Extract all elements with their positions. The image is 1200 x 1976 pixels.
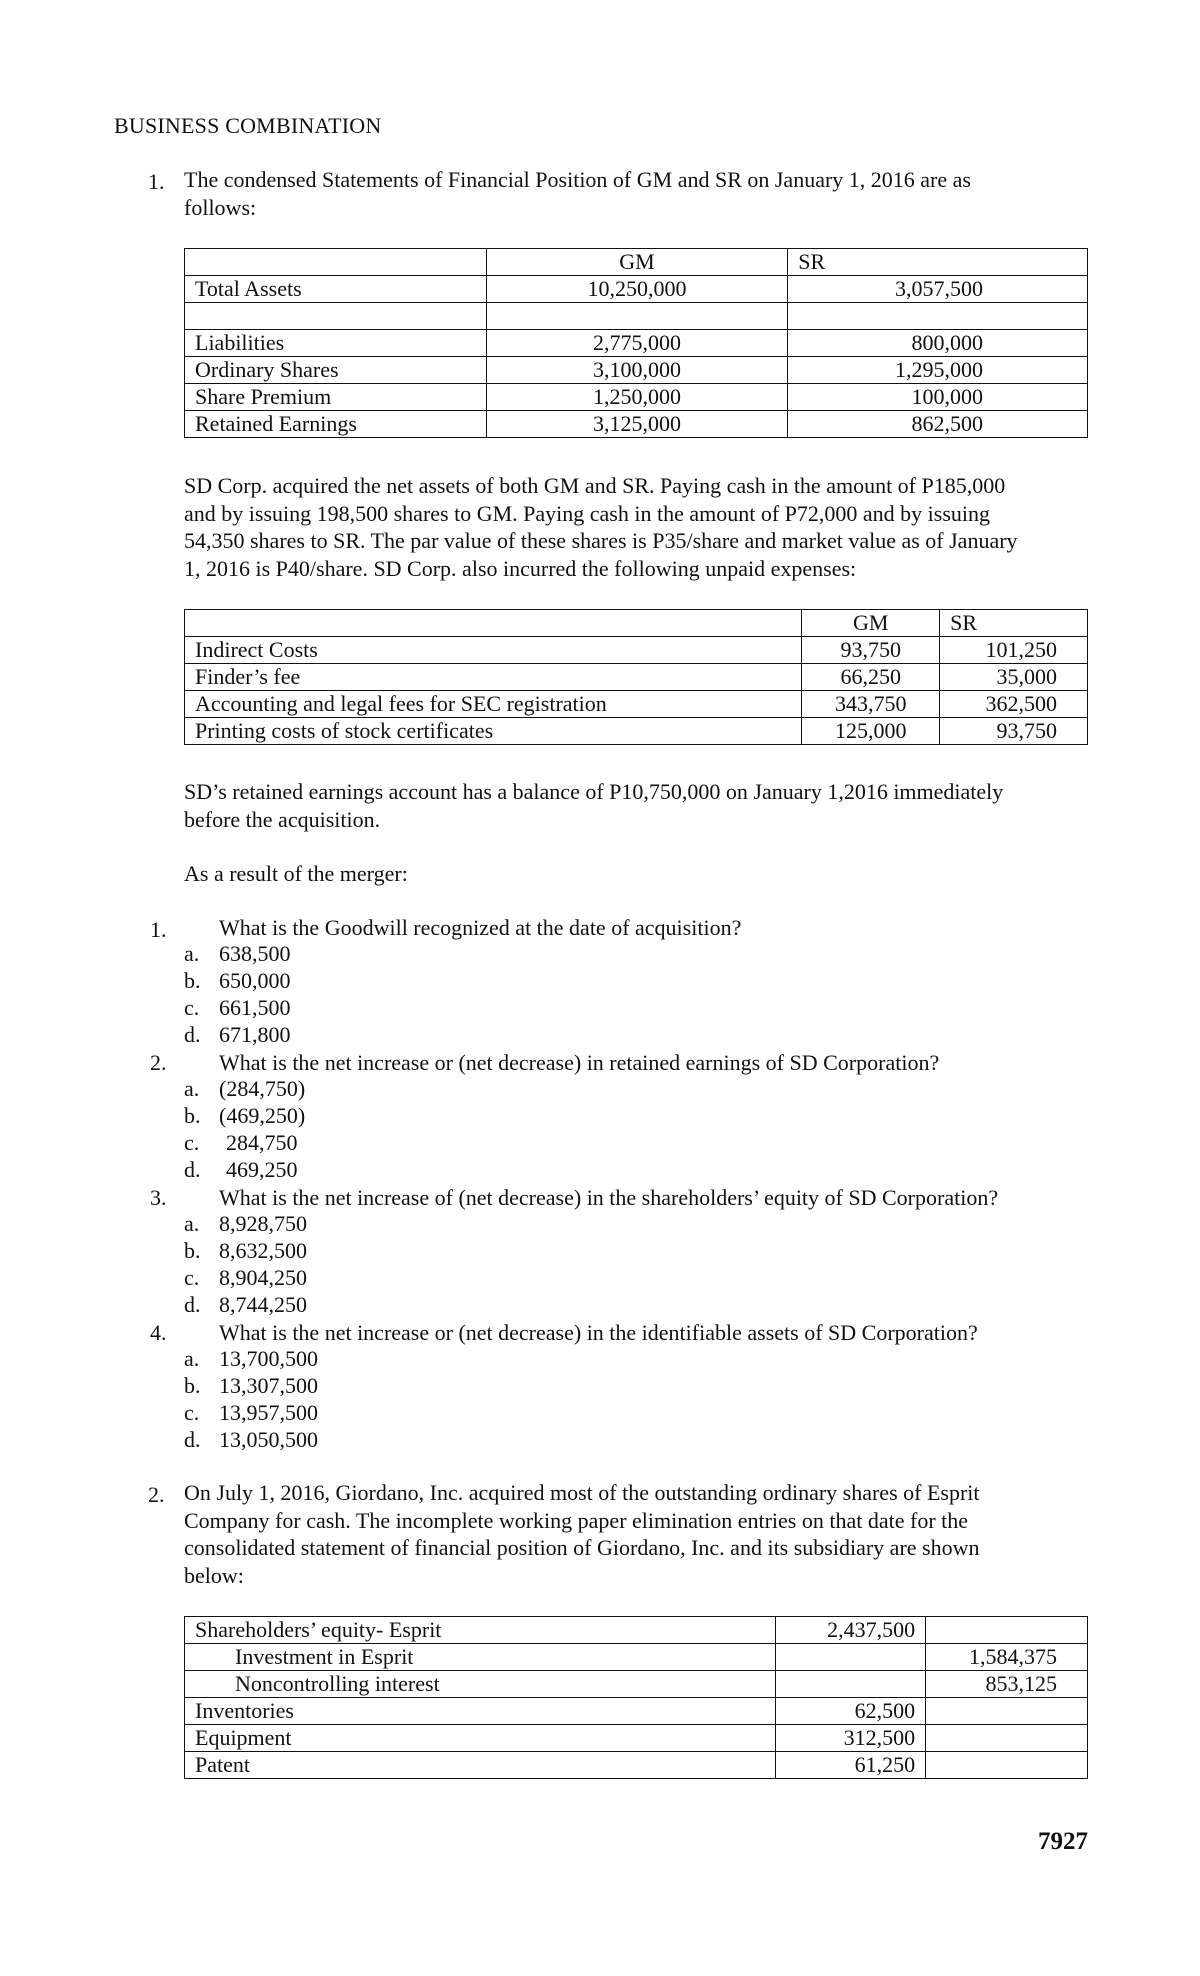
gm-value: 125,000 — [802, 718, 940, 745]
problem-1-merger-lead: As a result of the merger: — [184, 861, 408, 886]
question-text: What is the Goodwill recognized at the date of acquisition? — [219, 915, 742, 940]
para-line: and by issuing 198,500 shares to GM. Paying cash in the amount of P72,000 and by issuing — [184, 500, 991, 526]
table-header-row — [185, 610, 1088, 637]
problem-1-number: 1. — [148, 169, 165, 194]
para-line: 54,350 shares to SR. The par value of these shares is P35/share and market value as of January — [184, 528, 1018, 553]
problem-1-acquisition-paragraph — [184, 472, 1088, 582]
para-line: before the acquisition. — [184, 806, 381, 832]
gm-value: 3,100,000 — [486, 357, 788, 384]
table-row — [185, 1698, 1088, 1725]
option-value: 13,957,500 — [219, 1400, 318, 1425]
table-row — [185, 384, 1088, 411]
table-header-gm: GM — [486, 249, 788, 276]
option-value: (284,750) — [219, 1076, 306, 1101]
sr-value: 862,500 — [788, 411, 1088, 438]
para-line: Company for cash. The incomplete working paper elimination entries on that date for the — [184, 1507, 969, 1533]
table-header-sr: SR — [940, 610, 1088, 637]
table-row — [185, 357, 1088, 384]
row-label: Inventories — [185, 1698, 776, 1725]
sr-value: 101,250 — [940, 637, 1088, 664]
question-text: What is the net increase or (net decrease) in the identifiable assets of SD Corporation? — [219, 1320, 978, 1345]
table-unpaid-expenses — [184, 609, 1088, 745]
para-line: SD’s retained earnings account has a balance of P10,750,000 on January 1,2016 immediately — [184, 779, 1004, 804]
option-value: 8,904,250 — [219, 1265, 307, 1290]
table-row — [185, 718, 1088, 745]
table-blank-row — [185, 303, 1088, 330]
row-label: Noncontrolling interest — [185, 1671, 776, 1698]
option-value: 671,800 — [219, 1022, 291, 1047]
option-value: 8,744,250 — [219, 1292, 307, 1317]
table-row — [185, 637, 1088, 664]
table-statement-of-financial-position — [184, 248, 1088, 438]
table-elimination-entries — [184, 1616, 1088, 1779]
sr-value: 35,000 — [940, 664, 1088, 691]
document-title: BUSINESS COMBINATION — [114, 113, 382, 138]
sr-value: 362,500 — [940, 691, 1088, 718]
row-label: Printing costs of stock certificates — [185, 718, 802, 745]
option-letter: c. — [184, 1130, 200, 1155]
table-row — [185, 691, 1088, 718]
option-letter: c. — [184, 1400, 200, 1425]
sr-value: 800,000 — [788, 330, 1088, 357]
option-letter: d. — [184, 1427, 201, 1452]
row-label: Investment in Esprit — [185, 1644, 776, 1671]
question-text: What is the net increase or (net decrease) in retained earnings of SD Corporation? — [219, 1050, 940, 1075]
credit-value — [926, 1752, 1088, 1779]
option-value: 13,307,500 — [219, 1373, 318, 1398]
table-header-row — [185, 249, 1088, 276]
credit-value: 1,584,375 — [926, 1644, 1088, 1671]
row-label: Ordinary Shares — [185, 357, 487, 384]
row-label: Total Assets — [185, 276, 487, 303]
gm-value: 1,250,000 — [486, 384, 788, 411]
row-label: Patent — [185, 1752, 776, 1779]
problem-1-intro — [184, 166, 1064, 221]
option-letter: a. — [184, 941, 200, 966]
option-letter: d. — [184, 1157, 201, 1182]
option-letter: b. — [184, 1103, 201, 1128]
row-label: Liabilities — [185, 330, 487, 357]
question-text: What is the net increase of (net decrease) in the shareholders’ equity of SD Corporation? — [219, 1185, 999, 1210]
question-number: 4. — [150, 1320, 167, 1345]
para-line: 1, 2016 is P40/share. SD Corp. also incurred the following unpaid expenses: — [184, 555, 857, 581]
table-row — [185, 411, 1088, 438]
option-value: 8,928,750 — [219, 1211, 307, 1236]
row-label: Shareholders’ equity- Esprit — [185, 1617, 776, 1644]
gm-value: 3,125,000 — [486, 411, 788, 438]
row-label: Retained Earnings — [185, 411, 487, 438]
problem-1-intro-line1: The condensed Statements of Financial Position of GM and SR on January 1, 2016 are as — [184, 167, 971, 192]
option-letter: b. — [184, 1238, 201, 1263]
gm-value: 2,775,000 — [486, 330, 788, 357]
question-number: 1. — [150, 917, 167, 942]
option-value: 661,500 — [219, 995, 291, 1020]
problem-1-retained-earnings-paragraph — [184, 778, 1088, 833]
credit-value — [926, 1617, 1088, 1644]
option-letter: a. — [184, 1076, 200, 1101]
table-row — [185, 1644, 1088, 1671]
table-row — [185, 1671, 1088, 1698]
gm-value: 10,250,000 — [486, 276, 788, 303]
question-number: 3. — [150, 1185, 167, 1210]
sr-value: 93,750 — [940, 718, 1088, 745]
credit-value — [926, 1698, 1088, 1725]
gm-value: 343,750 — [802, 691, 940, 718]
para-line: below: — [184, 1562, 244, 1588]
para-line: On July 1, 2016, Giordano, Inc. acquired most of the outstanding ordinary shares of Esprit — [184, 1480, 980, 1505]
option-letter: c. — [184, 995, 200, 1020]
table-header-cell — [185, 249, 487, 276]
sr-value: 100,000 — [788, 384, 1088, 411]
table-row — [185, 1617, 1088, 1644]
option-value: 469,250 — [226, 1157, 298, 1182]
row-label: Accounting and legal fees for SEC registration — [185, 691, 802, 718]
debit-value: 61,250 — [776, 1752, 926, 1779]
option-letter: a. — [184, 1211, 200, 1236]
option-letter: d. — [184, 1022, 201, 1047]
option-letter: d. — [184, 1292, 201, 1317]
table-header-gm: GM — [802, 610, 940, 637]
table-header-sr: SR — [788, 249, 1088, 276]
debit-value: 62,500 — [776, 1698, 926, 1725]
sr-value: 1,295,000 — [788, 357, 1088, 384]
debit-value: 2,437,500 — [776, 1617, 926, 1644]
table-row — [185, 1725, 1088, 1752]
row-label: Share Premium — [185, 384, 487, 411]
option-value: 13,700,500 — [219, 1346, 318, 1371]
option-value: 284,750 — [226, 1130, 298, 1155]
gm-value: 66,250 — [802, 664, 940, 691]
option-value: 13,050,500 — [219, 1427, 318, 1452]
gm-value: 93,750 — [802, 637, 940, 664]
option-letter: b. — [184, 968, 201, 993]
option-value: 650,000 — [219, 968, 291, 993]
debit-value — [776, 1671, 926, 1698]
para-line: consolidated statement of financial position of Giordano, Inc. and its subsidiary are shown — [184, 1535, 980, 1560]
row-label: Indirect Costs — [185, 637, 802, 664]
table-row — [185, 276, 1088, 303]
row-label: Equipment — [185, 1725, 776, 1752]
sr-value: 3,057,500 — [788, 276, 1088, 303]
debit-value — [776, 1644, 926, 1671]
problem-1-intro-line2: follows: — [184, 194, 257, 220]
credit-value — [926, 1725, 1088, 1752]
option-value: 8,632,500 — [219, 1238, 307, 1263]
table-row — [185, 664, 1088, 691]
option-letter: b. — [184, 1373, 201, 1398]
question-number: 2. — [150, 1050, 167, 1075]
table-header-cell — [185, 610, 802, 637]
problem-2-paragraph — [184, 1479, 1064, 1589]
option-value: (469,250) — [219, 1103, 306, 1128]
option-value: 638,500 — [219, 941, 291, 966]
row-label: Finder’s fee — [185, 664, 802, 691]
credit-value: 853,125 — [926, 1671, 1088, 1698]
option-letter: a. — [184, 1346, 200, 1371]
table-row — [185, 1752, 1088, 1779]
problem-2-number: 2. — [148, 1482, 165, 1507]
debit-value: 312,500 — [776, 1725, 926, 1752]
page-number: 7927 — [1038, 1828, 1088, 1855]
option-letter: c. — [184, 1265, 200, 1290]
table-row — [185, 330, 1088, 357]
para-line: SD Corp. acquired the net assets of both GM and SR. Paying cash in the amount of P185,000 — [184, 473, 1006, 498]
